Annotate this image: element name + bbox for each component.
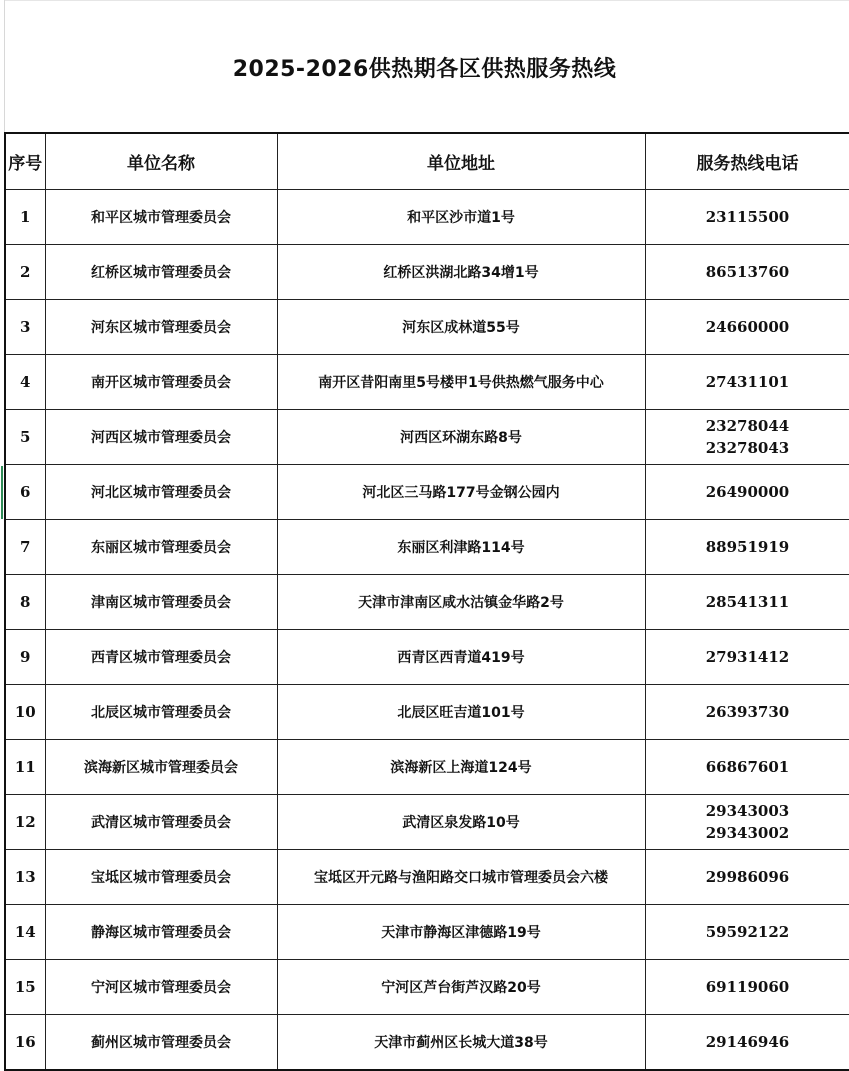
hotline-cell [645,355,849,410]
hotline-cell [645,190,849,245]
hotline-number: 59592122 [705,923,790,941]
table-body [5,190,849,1071]
row-index: 6 [5,465,45,520]
hotline-cell [645,850,849,905]
unit-address-cell: 红桥区洪湖北路34增1号 [277,245,645,300]
row-index: 9 [5,630,45,685]
unit-name-cell: 静海区城市管理委员会 [45,905,277,960]
row-index: 11 [5,740,45,795]
unit-name-cell: 河北区城市管理委员会 [45,465,277,520]
unit-name-cell: 西青区城市管理委员会 [45,630,277,685]
hotline-number: 26490000 [705,483,790,501]
hotline-cell [645,245,849,300]
unit-address-cell: 河东区成林道55号 [277,300,645,355]
row-index: 1 [5,190,45,245]
hotline-number: 86513760 [705,263,790,281]
unit-address-cell: 天津市蓟州区长城大道38号 [277,1015,645,1071]
table-row [5,300,849,355]
row-index: 10 [5,685,45,740]
unit-address-cell: 滨海新区上海道124号 [277,740,645,795]
hotline-cell [645,410,849,465]
hotline-number: 29343002 [705,824,790,842]
hotline-number: 29146946 [705,1033,790,1051]
unit-address-cell: 河西区环湖东路8号 [277,410,645,465]
hotline-number: 23278044 [705,417,790,435]
page-title: 2025-2026供热期各区供热服务热线 [232,57,617,82]
unit-name-cell: 和平区城市管理委员会 [45,190,277,245]
header-unit-name: 单位名称 [45,133,277,190]
hotline-number: 88951919 [705,538,790,556]
row-index: 13 [5,850,45,905]
unit-name-cell: 蓟州区城市管理委员会 [45,1015,277,1071]
unit-address-cell: 南开区昔阳南里5号楼甲1号供热燃气服务中心 [277,355,645,410]
unit-address-cell: 河北区三马路177号金钢公园内 [277,465,645,520]
table-row [5,410,849,465]
hotline-number: 66867601 [705,758,790,776]
row-index: 5 [5,410,45,465]
hotline-cell [645,1015,849,1071]
table-row [5,630,849,685]
header-hotline: 服务热线电话 [645,133,849,190]
hotline-cell [645,575,849,630]
unit-name-cell: 河东区城市管理委员会 [45,300,277,355]
hotline-cell [645,740,849,795]
hotline-number: 27431101 [705,373,790,391]
hotline-number: 69119060 [705,978,790,996]
table-row [5,190,849,245]
hotline-cell [645,520,849,575]
unit-address-cell: 宁河区芦台街芦汉路20号 [277,960,645,1015]
unit-name-cell: 河西区城市管理委员会 [45,410,277,465]
row-index: 8 [5,575,45,630]
hotline-number: 27931412 [705,648,790,666]
hotline-cell [645,795,849,850]
row-index: 14 [5,905,45,960]
hotline-cell [645,465,849,520]
unit-name-cell: 红桥区城市管理委员会 [45,245,277,300]
hotline-cell [645,960,849,1015]
unit-name-cell: 津南区城市管理委员会 [45,575,277,630]
row-index: 15 [5,960,45,1015]
unit-name-cell: 东丽区城市管理委员会 [45,520,277,575]
header-index: 序号 [5,133,45,190]
row-index: 3 [5,300,45,355]
hotline-cell [645,905,849,960]
row-index: 2 [5,245,45,300]
selected-row-marker [1,466,3,519]
row-index: 16 [5,1015,45,1071]
table-row [5,905,849,960]
table-row [5,795,849,850]
unit-name-cell: 宁河区城市管理委员会 [45,960,277,1015]
unit-name-cell: 南开区城市管理委员会 [45,355,277,410]
unit-address-cell: 宝坻区开元路与渔阳路交口城市管理委员会六楼 [277,850,645,905]
table-row [5,465,849,520]
header-unit-address: 单位地址 [277,133,645,190]
unit-name-cell: 滨海新区城市管理委员会 [45,740,277,795]
hotline-number: 26393730 [705,703,790,721]
unit-address-cell: 北辰区旺吉道101号 [277,685,645,740]
sheet-top-border [4,0,849,1]
table-row [5,245,849,300]
row-index: 12 [5,795,45,850]
unit-name-cell: 武清区城市管理委员会 [45,795,277,850]
hotline-cell [645,300,849,355]
table-row [5,520,849,575]
table-row [5,960,849,1015]
hotline-number: 23115500 [705,208,790,226]
unit-address-cell: 和平区沙市道1号 [277,190,645,245]
table-row [5,1015,849,1071]
hotline-number: 23278043 [705,439,790,457]
unit-address-cell: 天津市津南区咸水沽镇金华路2号 [277,575,645,630]
table-row [5,575,849,630]
unit-address-cell: 东丽区利津路114号 [277,520,645,575]
hotline-number: 28541311 [705,593,790,611]
hotline-cell [645,685,849,740]
row-index: 7 [5,520,45,575]
unit-name-cell: 宝坻区城市管理委员会 [45,850,277,905]
hotline-number: 29986096 [705,868,790,886]
hotline-number: 24660000 [705,318,790,336]
table-row [5,740,849,795]
hotline-table [4,132,849,1071]
unit-address-cell: 西青区西青道419号 [277,630,645,685]
row-index: 4 [5,355,45,410]
table-row [5,685,849,740]
table-row [5,355,849,410]
unit-name-cell: 北辰区城市管理委员会 [45,685,277,740]
hotline-number: 29343003 [705,802,790,820]
table-header-row [5,133,849,190]
unit-address-cell: 天津市静海区津德路19号 [277,905,645,960]
hotline-cell [645,630,849,685]
unit-address-cell: 武清区泉发路10号 [277,795,645,850]
table-row [5,850,849,905]
